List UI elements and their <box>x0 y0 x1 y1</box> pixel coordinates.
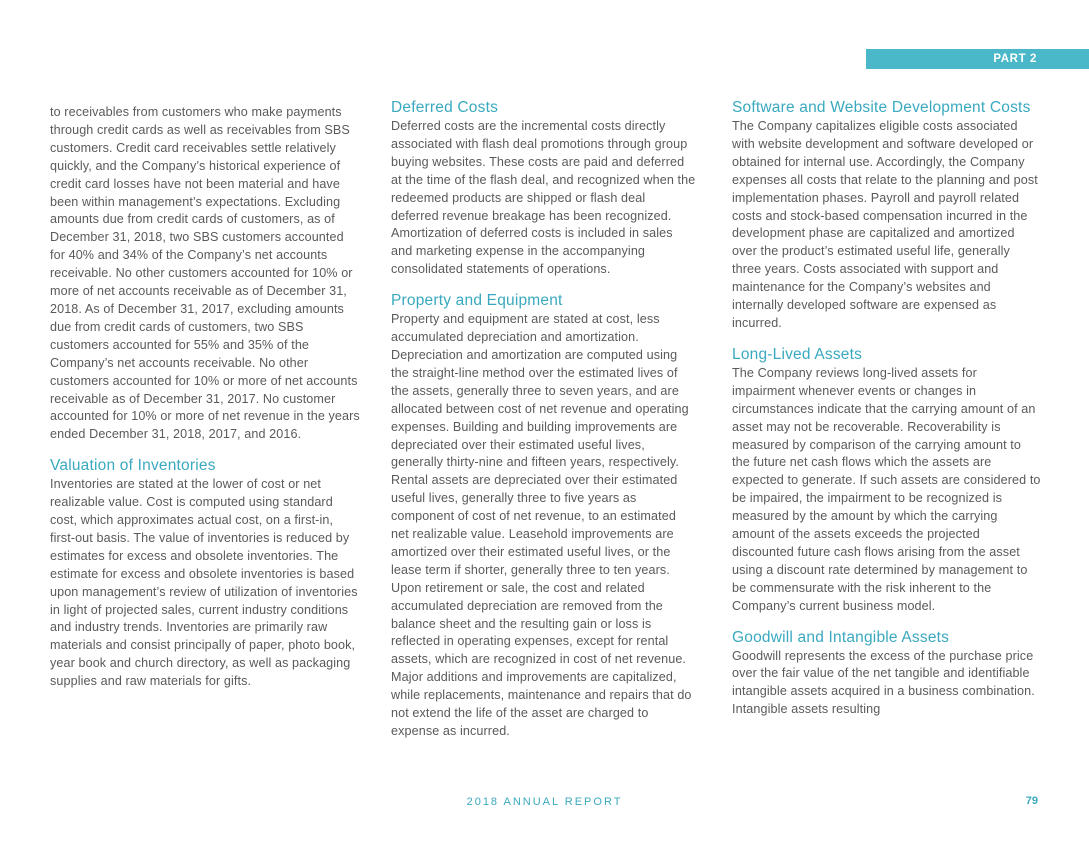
receivables-paragraph: to receivables from customers who make payments through credit cards as well as receivables from SBS customers. Credit card receivables settle relatively quickly, and the Company’s historical experience of credit card losses have not been material and have been within management’s expectations. Excluding amounts due from credit cards of customers, as of December 31, 2018, two SBS customers accounted for 40% and 34% of the Company’s net accounts receivable. No other customers accounted for 10% or more of net accounts receivable as of December 31, 2018. As of December 31, 2017, excluding amounts due from credit cards of customers, two SBS customers accounted for 55% and 35% of the Company’s net accounts receivable. No other customers accounted for 10% or more of net accounts receivable as of December 31, 2017. No customer accounted for 10% or more of net revenue in the years ended December 31, 2018, 2017, and 2016. <box>50 105 360 442</box>
goodwill-intangibles-paragraph: Goodwill represents the excess of the purchase price over the fair value of the net tangible and identifiable intangible assets acquired in a business combination. Intangible assets resulting <box>732 648 1035 717</box>
software-website-paragraph: The Company capitalizes eligible costs associated with website development and software developed or obtained for internal use. Accordingly, the Company expenses all costs that relate to the planning and post implementation phases. Payroll and payroll related costs and stock-based compensation incurred in the development phase are capitalized and amortized over the product’s estimated useful life, generally three years. Costs associated with support and maintenance for the Company’s websites and internally developed software are expensed as incurred. <box>732 119 1038 330</box>
text-column-middle <box>391 100 696 741</box>
long-lived-assets-paragraph: The Company reviews long-lived assets for impairment whenever events or changes in circumstances indicate that the carrying amount of an asset may not be recoverable. Recoverability is measured by comparison of the carrying amount to the future net cash flows which the assets are expected to generate. If such assets are considered to be impaired, the impairment to be recognized is measured by the amount by which the carrying amount of the assets exceeds the projected discounted future cash flows arising from the asset using a discount rate determined by management to be commensurate with the risk inherent to the Company’s current business model. <box>732 365 1041 613</box>
inventories-paragraph: Inventories are stated at the lower of cost or net realizable value. Cost is computed using standard cost, which approximates actual cost, on a first-in, first-out basis. The value of inventories is reduced by estimates for excess and obsolete inventories. The estimate for excess and obsolete inventories is based upon management’s review of utilization of inventories in light of projected sales, current industry conditions and industry trends. Inventories are primarily raw materials and consist principally of paper, photo book, year book and church directory, as well as packaging supplies and raw materials for gifts. <box>50 477 358 689</box>
deferred-costs-heading: Deferred Costs <box>391 99 499 116</box>
footer-report-title: 2018 ANNUAL REPORT <box>466 796 623 808</box>
inventories-heading: Valuation of Inventories <box>50 457 216 475</box>
deferred-costs-paragraph: Deferred costs are the incremental costs directly associated with flash deal promotions through group buying websites. These costs are paid and deferred at the time of the flash deal, and recognized when the redeemed products are shipped or flash deal deferred revenue breakage has been recognized. Amortization of deferred costs is included in sales and marketing expense in the accompanying consolidated statements of operations. <box>391 119 696 277</box>
goodwill-intangibles-heading: Goodwill and Intangible Assets <box>732 628 950 646</box>
page-number: 79 <box>1025 795 1038 807</box>
property-equipment-heading: Property and Equipment <box>391 292 563 310</box>
part-label-tab: PART 2 <box>866 49 1089 69</box>
text-column-right <box>732 100 1042 719</box>
text-column-left <box>50 104 360 691</box>
long-lived-assets-heading: Long-Lived Assets <box>732 345 863 363</box>
software-website-heading: Software and Website Development Costs <box>732 99 1031 116</box>
property-equipment-paragraph: Property and equipment are stated at cost, less accumulated depreciation and amortization. Depreciation and amortization are computed using the straight-line method over the estimated lives of the assets, generally three to seven years, and are allocated between cost of net revenue and operating expenses. Building and building improvements are depreciated over their estimated useful lives, generally thirty-nine and fifteen years, respectively. Rental assets are depreciated over their estimated useful lives, generally three to five years as component of cost of net revenue, to an estimated net realizable value. Leasehold improvements are amortized over their estimated useful lives, or the lease term if shorter, generally three to ten years. Upon retirement or sale, the cost and related accumulated depreciation are removed from the balance sheet and the resulting gain or loss is reflected in operating expenses, except for rental assets, which are recognized in cost of net revenue. Major additions and improvements are capitalized, while replacements, maintenance and repairs that do not extend the life of the asset are charged to expense as incurred. <box>391 312 692 738</box>
